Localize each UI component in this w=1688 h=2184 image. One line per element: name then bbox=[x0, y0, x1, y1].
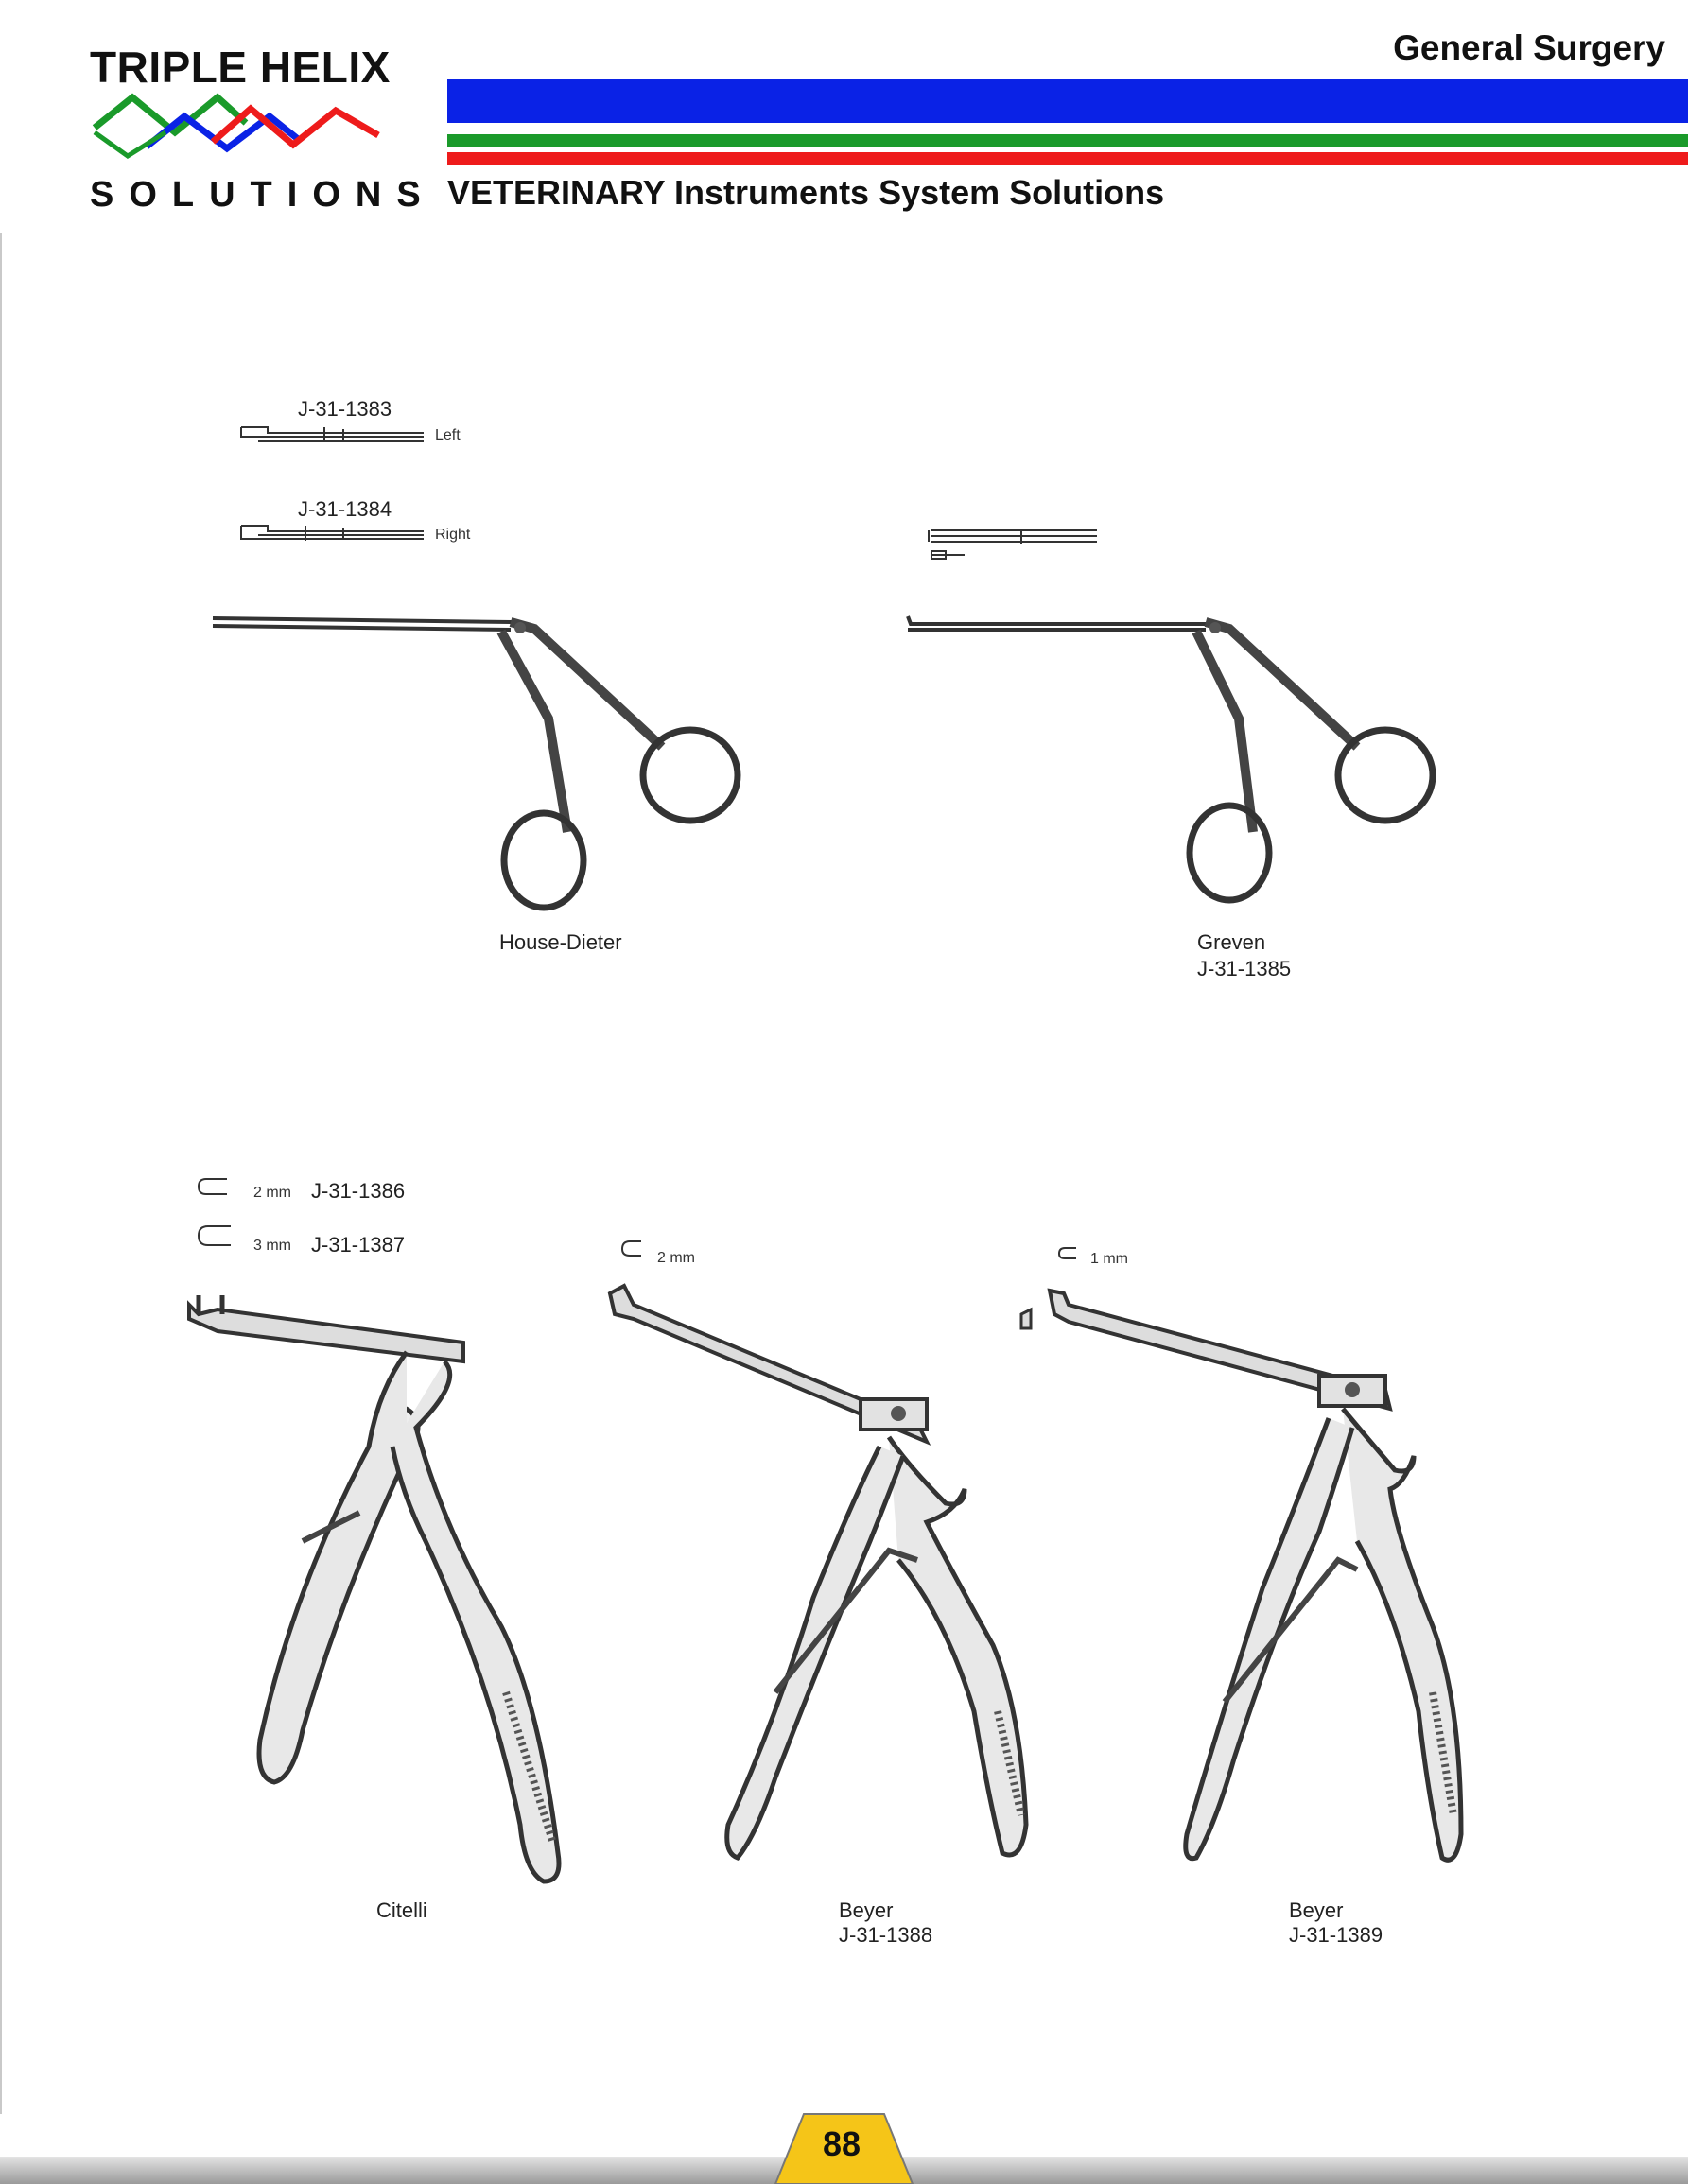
house-dieter-left-side: Left bbox=[435, 427, 461, 443]
header-blue-bar bbox=[447, 79, 1688, 123]
citelli-2mm-size: 2 mm bbox=[253, 1185, 291, 1201]
logo-title: TRIPLE HELIX bbox=[90, 43, 391, 92]
page-edge-line bbox=[0, 233, 2, 2114]
house-dieter-forceps-icon bbox=[208, 605, 757, 908]
section-title: General Surgery bbox=[1393, 28, 1665, 67]
citelli-3mm-code: J-31-1387 bbox=[311, 1233, 406, 1257]
tagline: VETERINARY Instruments System Solutions bbox=[447, 173, 1165, 212]
citelli-3mm-jaw-icon bbox=[197, 1222, 235, 1251]
beyer-1mm-size: 1 mm bbox=[1090, 1251, 1128, 1267]
greven-name: Greven bbox=[1197, 930, 1266, 954]
beyer-2mm-jaw-icon bbox=[620, 1239, 645, 1259]
house-dieter-right-tip-icon bbox=[239, 522, 428, 543]
beyer-2mm-rongeur-icon bbox=[605, 1276, 1031, 1872]
house-dieter-left-code: J-31-1383 bbox=[298, 397, 392, 421]
citelli-2mm-jaw-icon bbox=[197, 1175, 231, 1198]
beyer-1mm-name: Beyer bbox=[1289, 1898, 1344, 1922]
house-dieter-name: House-Dieter bbox=[499, 930, 622, 954]
house-dieter-left-tip-icon bbox=[239, 424, 428, 444]
logo-subtitle: SOLUTIONS bbox=[90, 175, 436, 215]
beyer-1mm-jaw-icon bbox=[1057, 1246, 1078, 1261]
page-number: 88 bbox=[822, 2124, 861, 2163]
beyer-1mm-code: J-31-1389 bbox=[1289, 1923, 1383, 1947]
greven-code: J-31-1385 bbox=[1197, 957, 1292, 980]
helix-logo-icon bbox=[90, 90, 383, 170]
citelli-3mm-size: 3 mm bbox=[253, 1238, 291, 1254]
house-dieter-right-code: J-31-1384 bbox=[298, 497, 392, 521]
beyer-1mm-rongeur-icon bbox=[1017, 1286, 1527, 1872]
greven-tip-icon bbox=[927, 525, 1106, 563]
beyer-2mm-size: 2 mm bbox=[657, 1250, 695, 1266]
beyer-2mm-code: J-31-1388 bbox=[839, 1923, 933, 1947]
beyer-2mm-name: Beyer bbox=[839, 1898, 894, 1922]
header-red-bar bbox=[447, 152, 1688, 165]
house-dieter-right-side: Right bbox=[435, 527, 471, 543]
citelli-name: Citelli bbox=[376, 1898, 427, 1922]
header-green-bar bbox=[447, 134, 1688, 147]
citelli-2mm-code: J-31-1386 bbox=[311, 1179, 406, 1203]
greven-forceps-icon bbox=[903, 605, 1452, 908]
citelli-rongeur-icon bbox=[180, 1286, 577, 1900]
